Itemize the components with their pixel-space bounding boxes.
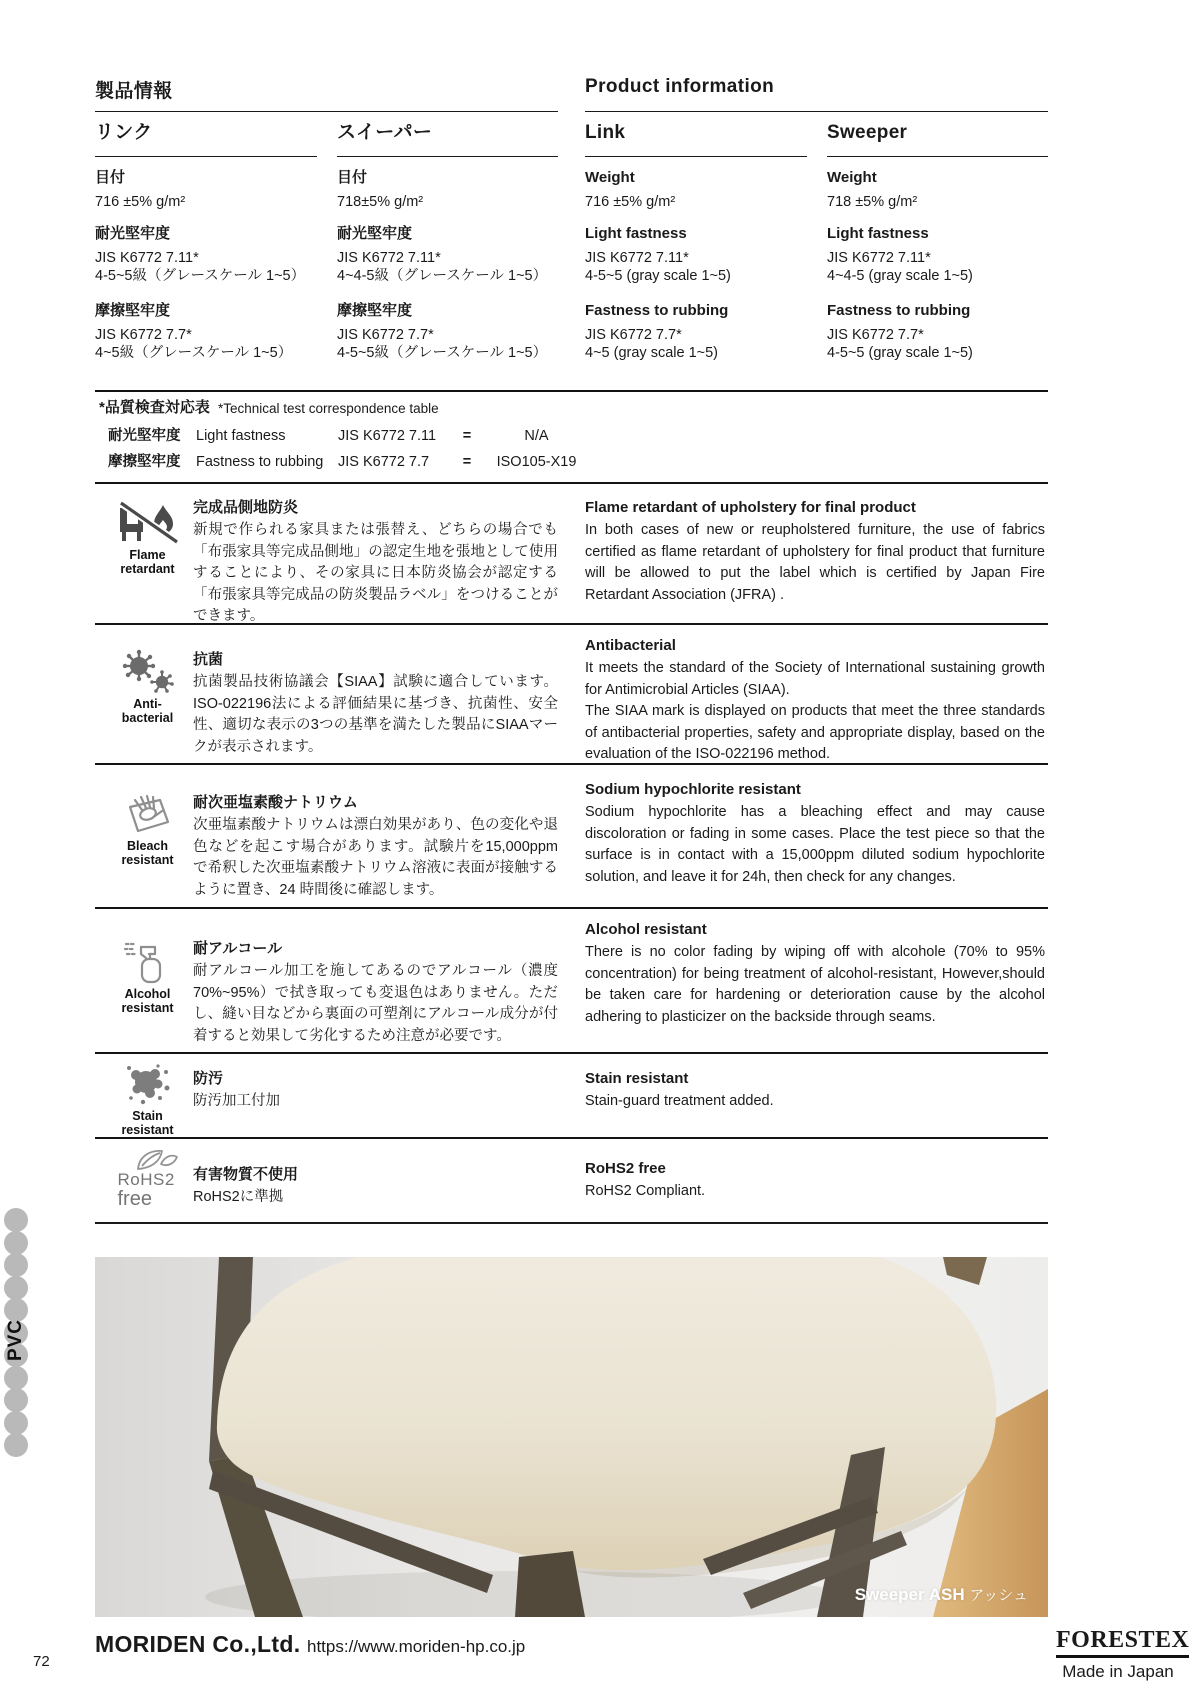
rohs2-free-icon: RoHS2 free [118,1147,178,1209]
leaves-icon [134,1147,178,1171]
photo-caption: Sweeper ASH アッシュ [854,1585,1028,1604]
spec-value: JIS K6772 7.7* [585,327,682,343]
page-number: 72 [33,1653,50,1670]
corr-row-equals: = [462,454,472,470]
feature-text-en: RoHS2 free RoHS2 Compliant. [585,1160,706,1199]
product-name: リンク [95,122,317,157]
spec-label: Weight [827,169,877,186]
product-name: Sweeper [827,122,1048,157]
correspondence-title-en: *Technical test correspondence table [218,401,439,416]
bleach-resistant-icon [120,791,176,837]
corr-row-ja-label: 摩擦堅牢度 [108,454,181,470]
correspondence-title-ja: *品質検査対応表 [99,399,210,416]
page-title-ja: 製品情報 [95,81,173,102]
feature-text-en: Stain resistant Stain-guard treatment added. [585,1070,774,1109]
pvc-dot [4,1231,28,1255]
spec-label: 耐光堅牢度 [95,225,171,242]
spec-value: 718±5% g/m² [337,194,424,210]
header-rule-en [585,111,1048,112]
icon-label: Alcohol resistant [121,987,174,1015]
spec-value: 4-5~5 (gray scale 1~5) [585,268,731,284]
feature-text-ja: 有害物質不使用 RoHS2に準拠 [193,1166,299,1205]
spec-value: 4-5~5級（グレースケール 1~5） [337,345,548,361]
features-bottom-rule [95,1222,1048,1224]
spec-value: 4~5 (gray scale 1~5) [585,345,718,361]
pvc-dot [4,1253,28,1277]
spec-label: Light fastness [585,225,687,242]
icon-label: Bleach resistant [121,839,174,867]
spec-label: 目付 [337,169,368,186]
made-in-japan-label: Made in Japan [1062,1662,1174,1681]
corr-row-en-label: Fastness to rubbing [196,454,324,470]
feature-text-ja: 耐次亜塩素酸ナトリウム 次亜塩素酸ナトリウムは漂白効果があり、色の変化や退色などを起こす場合があります。試験片を15,000ppm で希釈した次亜塩素酸ナトリウム溶液に表面が接触するように置き、24 時間後に確認します。 [193,794,558,898]
spec-value: 4~5級（グレースケール 1~5） [95,345,293,361]
corr-row-jis: JIS K6772 7.11 [338,428,437,444]
feature-text-ja: 抗菌 抗菌製品技術協議会【SIAA】試験に適合しています。ISO-022196法による評価結果に基づき、抗菌性、安全性、適切な表示の3つの基準を満たした製品にSIAAマークが表示されます。 [193,651,558,755]
spec-label: Fastness to rubbing [585,302,729,319]
spec-value: 716 ±5% g/m² [95,194,186,210]
pvc-dot [4,1411,28,1435]
spec-column-sweeper-ja [337,122,558,362]
spec-value: 4~4-5 (gray scale 1~5) [827,268,973,284]
pvc-dot [4,1276,28,1300]
feature-stain-resistant [95,1052,1048,1137]
corr-row-iso: N/A [524,428,549,444]
header-rule-ja [95,111,558,112]
icon-label: Stain resistant [121,1109,174,1137]
corr-row-en-label: Light fastness [196,428,286,444]
stain-resistant-icon [122,1063,174,1107]
spec-value: JIS K6772 7.11* [337,250,441,266]
feature-rohs2-free [95,1137,1048,1222]
feature-alcohol-resistant [95,907,1048,1052]
spec-column-link-ja [95,122,317,362]
spec-value: 4~4-5級（グレースケール 1~5） [337,268,548,284]
spec-label: Fastness to rubbing [827,302,971,319]
chair-photo-illustration [95,1257,1048,1617]
pvc-dot [4,1366,28,1390]
spec-label: 摩擦堅牢度 [337,302,413,319]
antibacterial-icon [119,649,177,695]
corr-row-iso: ISO105-X19 [496,454,577,470]
spec-column-link-en [585,122,807,362]
feature-text-ja: 耐アルコール 耐アルコール加工を施してあるのでアルコール（濃度70%~95%）で拭き取っても変退色はありません。ただし、縫い目などから裏面の可塑剤にアルコール成分が付着すると効果して劣化するため注意が必要です。 [193,940,558,1044]
spec-column-sweeper-en [827,122,1048,362]
corr-row-jis: JIS K6772 7.7 [338,454,430,470]
corr-row-ja-label: 耐光堅牢度 [108,428,181,444]
spec-value: JIS K6772 7.11* [827,250,931,266]
spec-label: 目付 [95,169,126,186]
feature-bleach-resistant [95,763,1048,907]
pvc-dot [4,1208,28,1232]
feature-flame-retardant [95,482,1048,623]
spec-value: JIS K6772 7.7* [95,327,192,343]
spec-value: 4-5~5級（グレースケール 1~5） [95,268,306,284]
feature-text-en: Flame retardant of upholstery for final product In both cases of new or reupholstered furniture, the use of fabrics certified as flame retardant of upholstery for final product that furniture will be allowed to put the label which is certified by Japan Fire Retardant Association (JFRA) . [585,499,1045,603]
product-name: スイーパー [337,122,558,157]
table-top-rule [95,390,1048,392]
product-photo [95,1257,1048,1617]
pvc-dot [4,1433,28,1457]
feature-antibacterial [95,623,1048,763]
spec-label: Light fastness [827,225,929,242]
spec-label: Weight [585,169,635,186]
spec-value: 718 ±5% g/m² [827,194,918,210]
feature-text-en: Alcohol resistant There is no color fading by wiping off with alcohole (70% to 95% concentration) for being treatment of alcohol-resistant, However,should be taken care for hardening or deterioration cause by the alcohol adhering to plasticizer on the backside through seams. [585,921,1045,1025]
brand-logo: FORESTEX [1056,1627,1189,1658]
spec-value: JIS K6772 7.7* [337,327,434,343]
brand-block [1056,1627,1190,1682]
spec-value: JIS K6772 7.11* [585,250,689,266]
spec-value: JIS K6772 7.11* [95,250,199,266]
pvc-dot [4,1388,28,1412]
spec-label: 耐光堅牢度 [337,225,413,242]
spec-value: 716 ±5% g/m² [585,194,676,210]
page-title-en: Product information [585,76,775,97]
spec-value: 4-5~5 (gray scale 1~5) [827,345,973,361]
corr-row-equals: = [462,428,472,444]
feature-text-ja: 完成品側地防炎 新規で作られる家具または張替え、どちらの場合でも「布張家具等完成品側地」の認定生地を張地として使用することにより、その家具に日本防炎協会が認定する「布張家具等完成品の防炎製品ラベル」をつけることができます。 [193,499,558,624]
feature-text-en: Sodium hypochlorite resistant Sodium hypochlorite has a bleaching effect and may cause discoloration or fading in some cases. Place the test piece so that the surface is in contact with a 15,000ppm diluted sodium hypochlorite solution, and leave it for 24h, then check for any changes. [585,781,1045,885]
product-name: Link [585,122,807,157]
pvc-label: PVC [5,1318,26,1362]
flame-retardant-icon [115,500,181,546]
company-name: MORIDEN Co.,Ltd. [95,1631,301,1657]
company-url: https://www.moriden-hp.co.jp [307,1637,526,1656]
icon-label: Anti- bacterial [121,697,174,725]
icon-label: Flame retardant [120,548,175,576]
feature-text-en: Antibacterial It meets the standard of the Society of International sustaining growth for Antimicrobial Articles (SIAA). The SIAA mark is displayed on products that meet the three standards of antibacterial properties, safety and appropriate display, based on the evaluation of the ISO-022196 method. [585,637,1045,762]
spec-label: 摩擦堅牢度 [95,302,171,319]
feature-text-ja: 防汚 防汚加工付加 [193,1070,280,1109]
spec-value: JIS K6772 7.7* [827,327,924,343]
alcohol-resistant-icon [122,937,174,985]
